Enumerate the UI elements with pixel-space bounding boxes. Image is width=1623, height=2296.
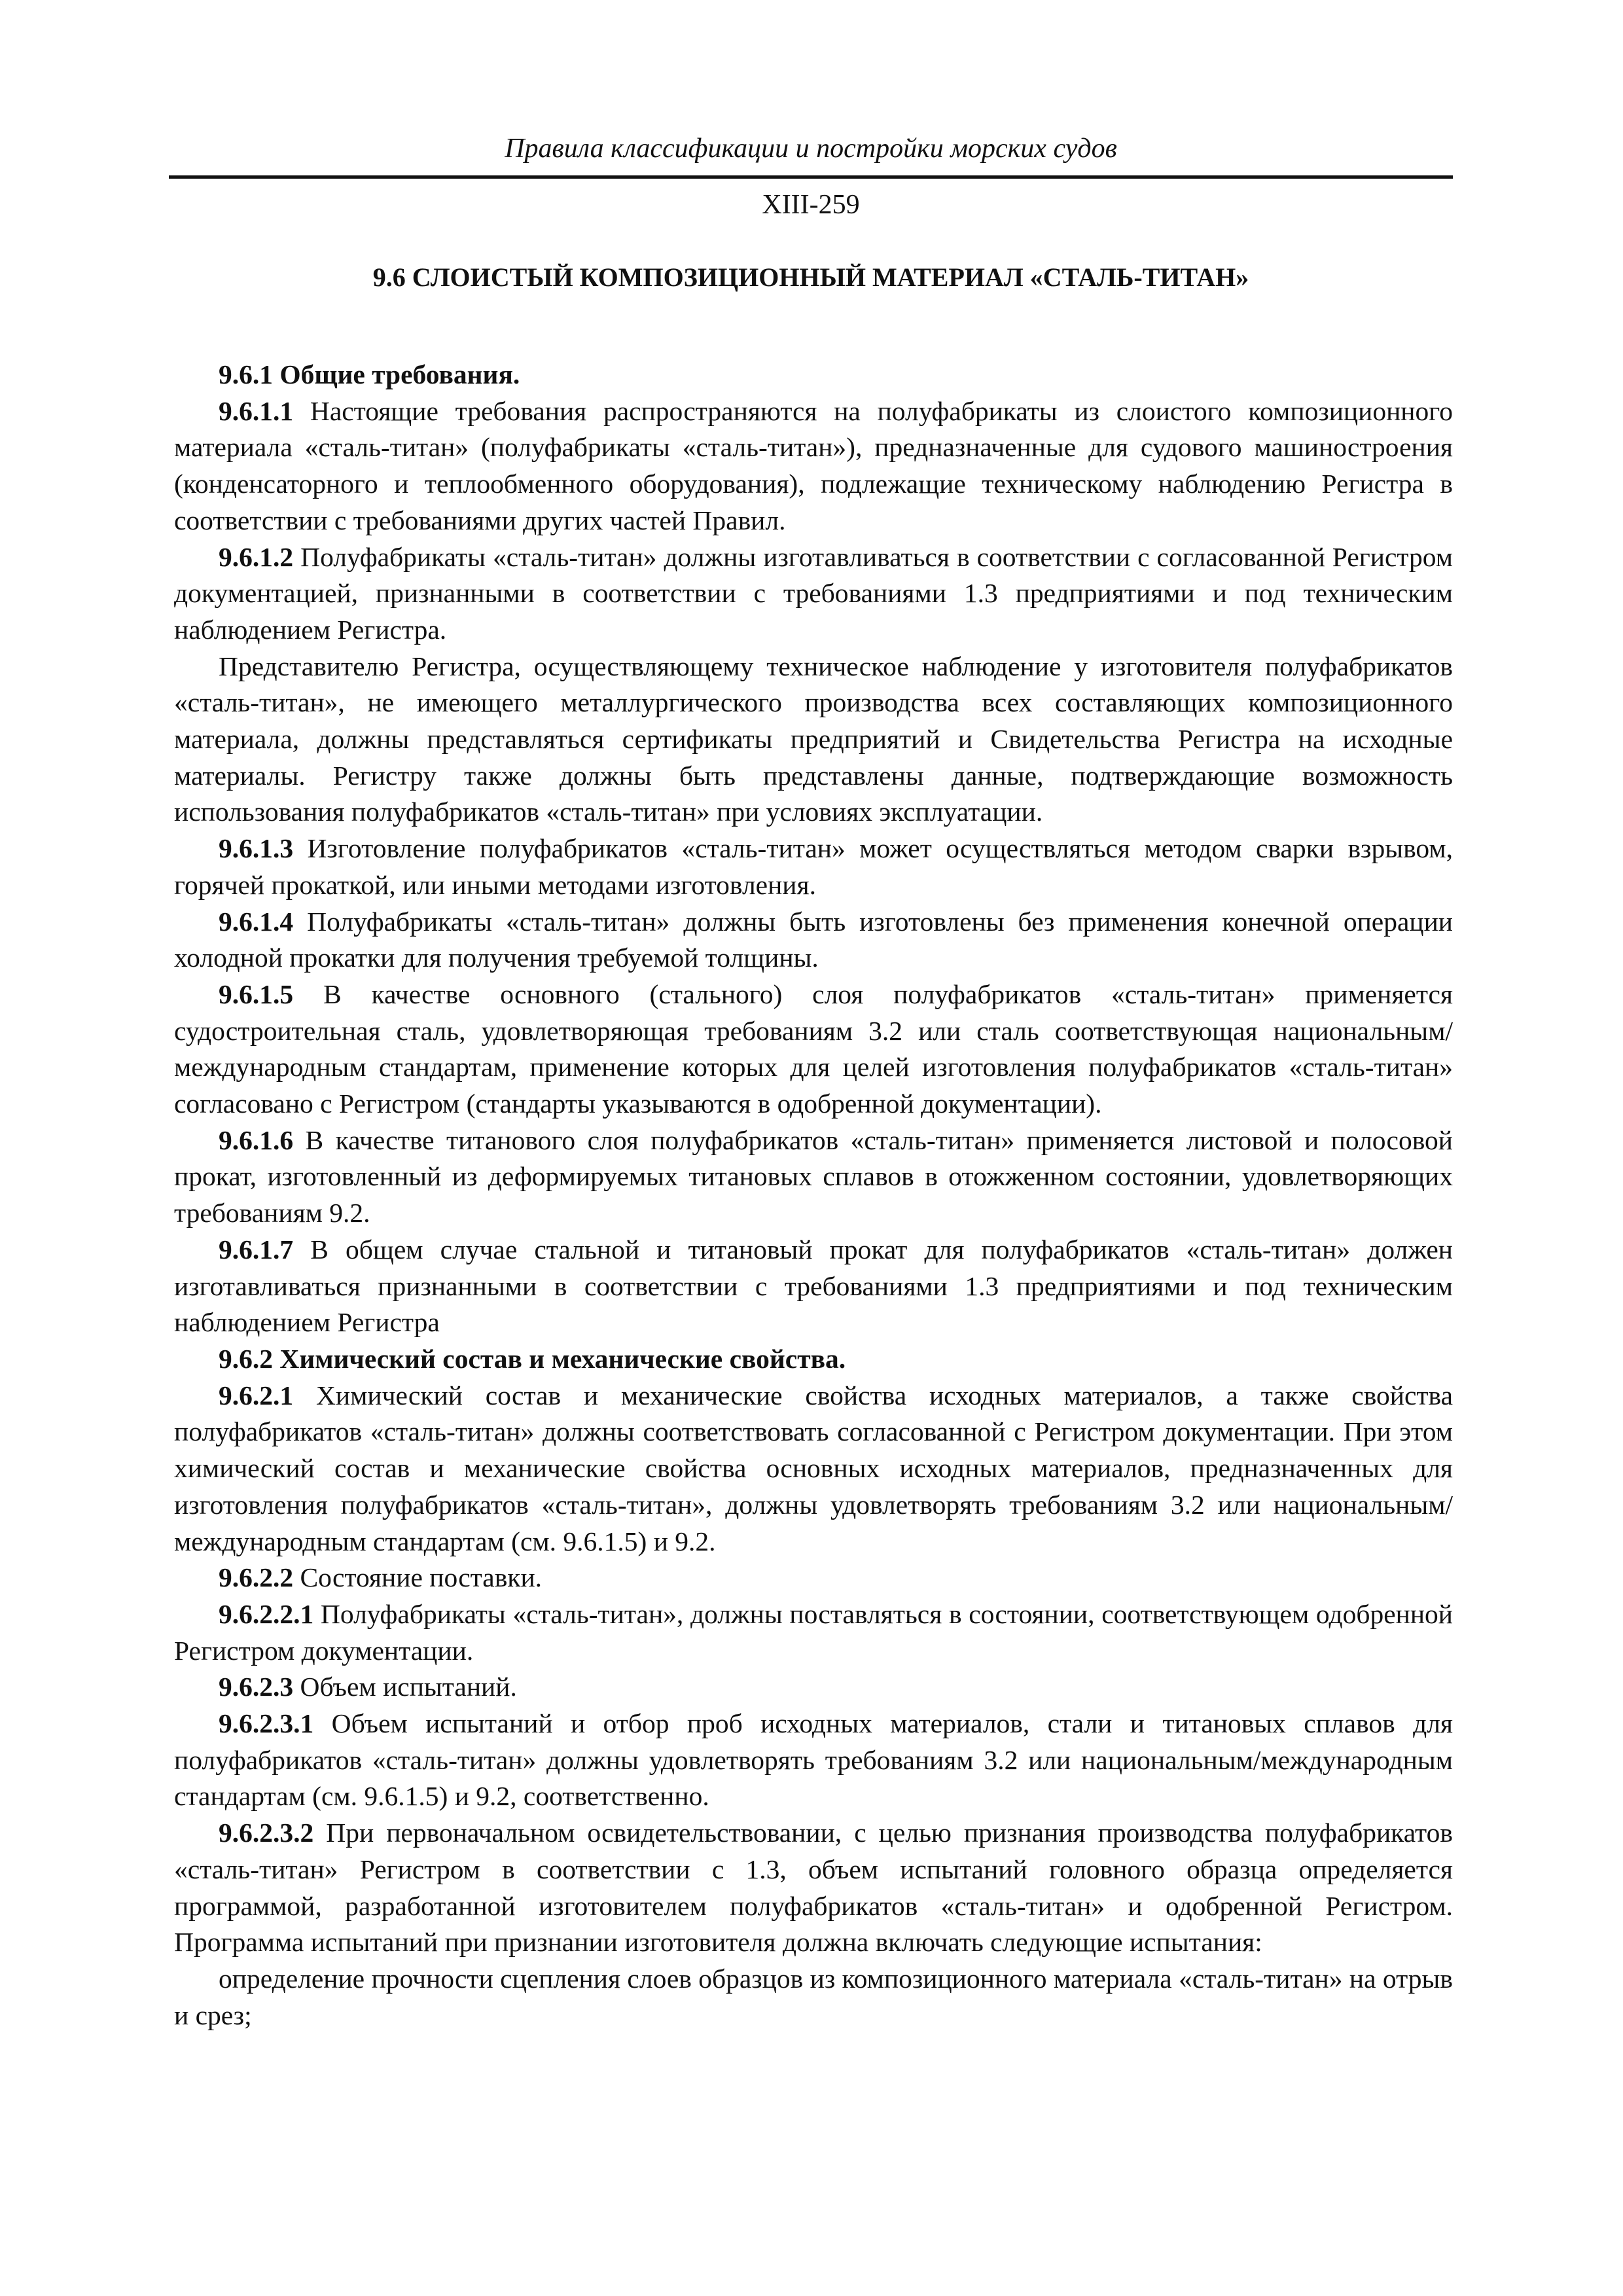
clause-text: Объем испытаний.	[293, 1672, 517, 1702]
paragraph	[174, 1815, 1453, 1961]
running-title: Правила классификации и постройки морских судов	[505, 134, 1117, 164]
paragraph	[174, 539, 1453, 649]
subsection-heading	[174, 357, 1453, 393]
clause-number: 9.6.2 Химический состав и механические свойства.	[219, 1343, 846, 1374]
clause-number: 9.6.1.2	[219, 541, 294, 572]
clause-text: В качестве основного (стального) слоя полуфабрикатов «сталь-титан» применяется судостроительная сталь, удовлетворяющая требованиям 3.2 или сталь соответствующая национальным/международным стандартам, применение которых для целей изготовления полуфабрикатов «сталь-титан» согласовано с Регистром (стандарты указываются в одобренной документации).	[174, 978, 1453, 1119]
paragraph	[174, 831, 1453, 903]
clause-text: При первоначальном освидетельствовании, с целью признания производства полуфабрикатов «сталь-титан» Регистром в соответствии с 1.3, объем испытаний головного образца определяется программой, разработанной изготовителем полуфабрикатов «сталь-титан» и одобренной Регистром. Программа испытаний при признании изготовителя должна включать следующие испытания:	[174, 1818, 1453, 1958]
clause-number: 9.6.2.2	[219, 1562, 294, 1593]
page-number: XIII-259	[762, 190, 860, 220]
clause-number: 9.6.2.3.1	[219, 1708, 314, 1739]
clause-number: 9.6.1.4	[219, 906, 294, 937]
paragraph	[174, 1669, 1453, 1706]
section-title: 9.6 СЛОИСТЫЙ КОМПОЗИЦИОННЫЙ МАТЕРИАЛ «СТАЛЬ-ТИТАН»	[372, 262, 1249, 292]
header-rule	[169, 175, 1453, 179]
paragraph	[174, 1378, 1453, 1560]
body-text	[174, 357, 1453, 2034]
paragraph	[174, 1706, 1453, 1815]
paragraph	[174, 1596, 1453, 1669]
clause-number: 9.6.1.5	[219, 978, 294, 1009]
clause-number: 9.6.2.3.2	[219, 1818, 314, 1848]
paragraph	[174, 977, 1453, 1122]
clause-text: определение прочности сцепления слоев образцов из композиционного материала «сталь-титан» на отрыв и срез;	[174, 1963, 1453, 2030]
clause-number: 9.6.2.1	[219, 1380, 294, 1410]
paragraph	[174, 904, 1453, 977]
clause-text: Представителю Регистра, осуществляющему техническое наблюдение у изготовителя полуфабрикатов «сталь-титан», не имеющего металлургического производства всех составляющих композиционного материала, должны представляться сертификаты предприятий и Свидетельства Регистра на исходные материалы. Регистру также должны быть представлены данные, подтверждающие возможность использования полуфабрикатов «сталь-титан» при условиях эксплуатации.	[174, 651, 1453, 827]
clause-text: В общем случае стальной и титановый прокат для полуфабрикатов «сталь-титан» должен изготавливаться признанными в соответствии с требованиями 1.3 предприятиями и под техническим наблюдением Регистра	[174, 1234, 1453, 1338]
clause-text: Полуфабрикаты «сталь-титан», должны поставляться в состоянии, соответствующем одобренной Регистром документации.	[174, 1598, 1453, 1666]
subsection-heading	[174, 1341, 1453, 1378]
paragraph	[174, 649, 1453, 831]
clause-number: 9.6.1.7	[219, 1234, 294, 1265]
paragraph	[174, 1122, 1453, 1232]
clause-text: Изготовление полуфабрикатов «сталь-титан» может осуществляться методом сварки взрывом, горячей прокаткой, или иными методами изготовления.	[174, 833, 1453, 900]
clause-text: Полуфабрикаты «сталь-титан» должны изготавливаться в соответствии с согласованной Регистром документацией, признанными в соответствии с требованиями 1.3 предприятиями и под техническим наблюдением Регистра.	[174, 541, 1453, 645]
clause-text: В качестве титанового слоя полуфабрикатов «сталь-титан» применяется листовой и полосовой прокат, изготовленный из деформируемых титановых сплавов в отожженном состоянии, удовлетворяющих требованиям 9.2.	[174, 1124, 1453, 1229]
clause-number: 9.6.1.6	[219, 1124, 294, 1155]
clause-text: Объем испытаний и отбор проб исходных материалов, стали и титановых сплавов для полуфабрикатов «сталь-титан» должны удовлетворять требованиям 3.2 или национальным/международным стандартам (см. 9.6.1.5) и 9.2, соответственно.	[174, 1708, 1453, 1812]
clause-number: 9.6.1.3	[219, 833, 294, 864]
clause-number: 9.6.1 Общие требования.	[219, 359, 520, 389]
clause-text: Химический состав и механические свойства исходных материалов, а также свойства полуфабрикатов «сталь-титан» должны соответствовать согласованной с Регистром документации. При этом химический состав и механические свойства основных исходных материалов, предназначенных для изготовления полуфабрикатов «сталь-титан», должны удовлетворять требованиям 3.2 или национальным/международным стандартам (см. 9.6.1.5) и 9.2.	[174, 1380, 1453, 1556]
paragraph	[174, 1961, 1453, 2034]
clause-text: Состояние поставки.	[293, 1562, 543, 1593]
clause-number: 9.6.1.1	[219, 395, 294, 426]
paragraph	[174, 393, 1453, 539]
paragraph	[174, 1560, 1453, 1596]
clause-text: Полуфабрикаты «сталь-титан» должны быть изготовлены без применения конечной операции холодной прокатки для получения требуемой толщины.	[174, 906, 1453, 973]
clause-text: Настоящие требования распространяются на полуфабрикаты из слоистого композиционного материала «сталь-титан» (полуфабрикаты «сталь-титан»), предназначенные для судового машиностроения (конденсаторного и теплообменного оборудования), подлежащие техническому наблюдению Регистра в соответствии с требованиями других частей Правил.	[174, 395, 1453, 535]
clause-number: 9.6.2.3	[219, 1672, 294, 1702]
paragraph	[174, 1232, 1453, 1341]
clause-number: 9.6.2.2.1	[219, 1598, 314, 1629]
